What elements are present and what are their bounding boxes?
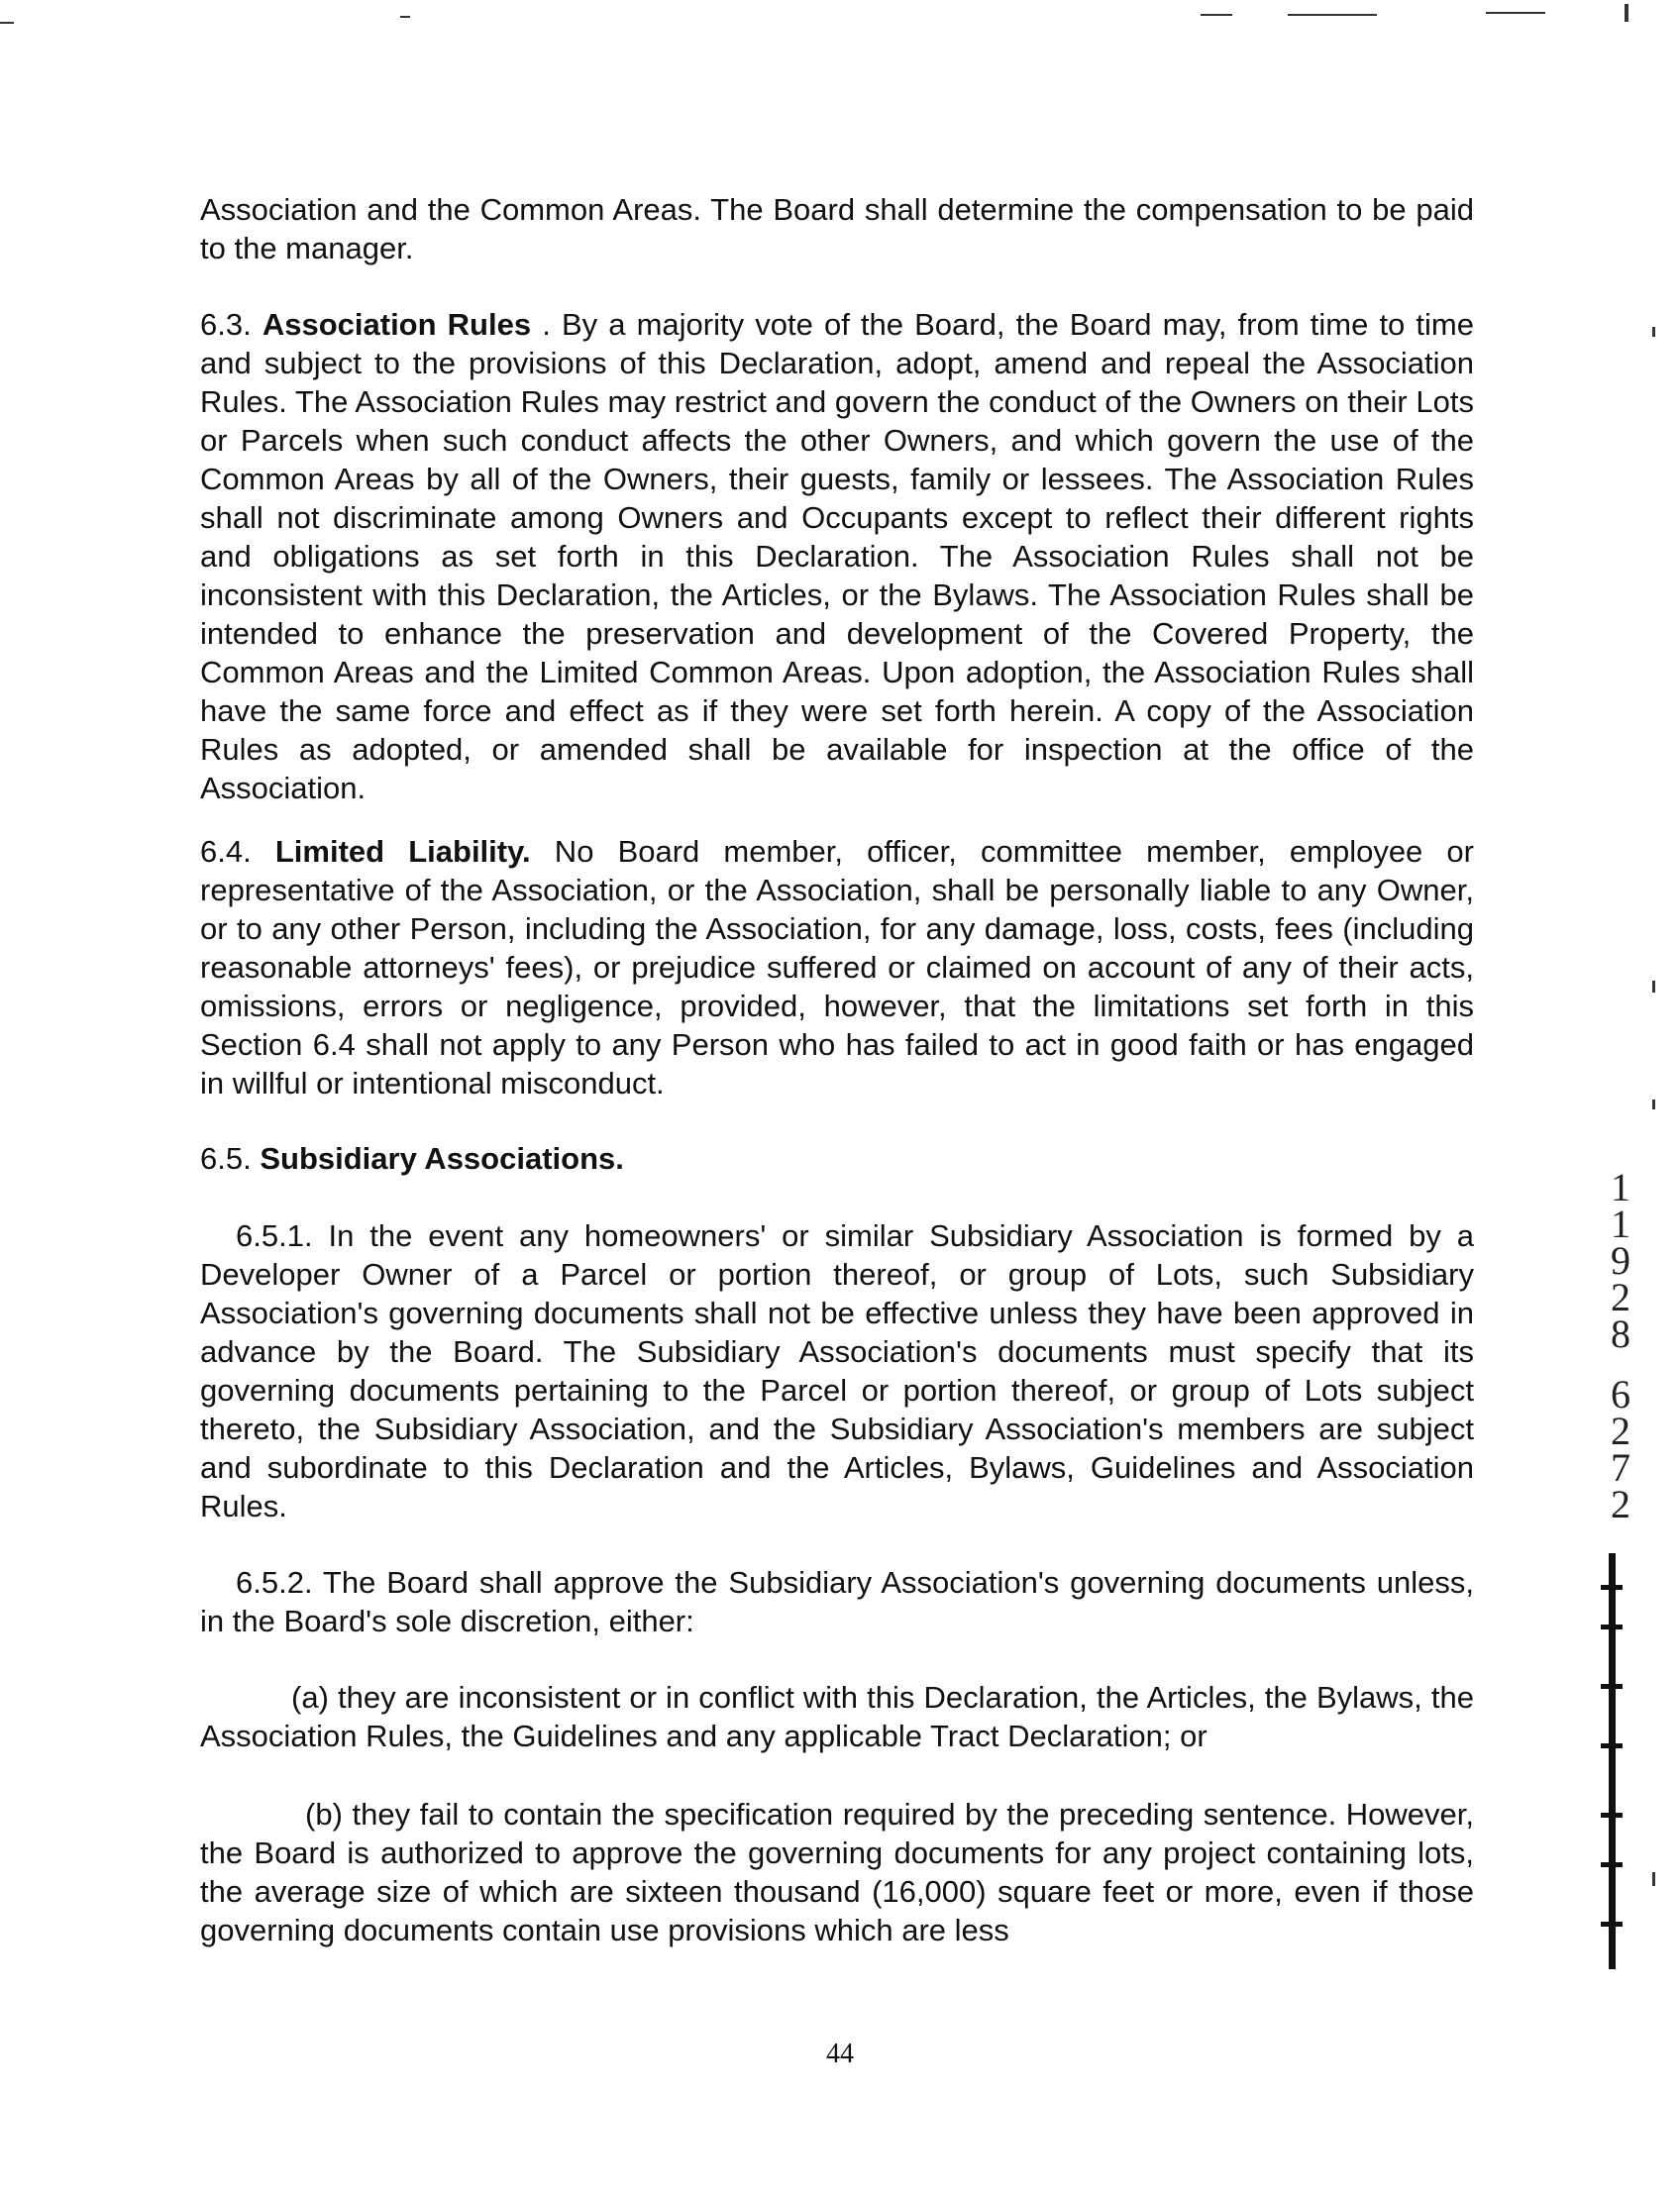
stamp-digit: 1 <box>1611 1165 1630 1209</box>
paragraph-text: (a) they are inconsistent or in conflict with this Declaration, the Articles, the Bylaws, the Association Rules, the Guidelines and any applicable Tract Declaration; or <box>200 1680 1474 1753</box>
clause-b <box>200 1795 1474 1949</box>
barcode-tick <box>1601 1743 1623 1748</box>
clause-a <box>200 1678 1474 1755</box>
section-6-5-2 <box>200 1563 1474 1640</box>
stamp-digit: 1 <box>1611 1202 1630 1246</box>
stamp-digit: 6 <box>1611 1372 1630 1416</box>
page-number: 44 <box>826 2039 854 2069</box>
barcode-tick <box>1601 1813 1623 1818</box>
scan-mark <box>1288 14 1377 16</box>
section-number: 6.5. <box>200 1141 252 1176</box>
barcode-tick <box>1601 1922 1623 1927</box>
scan-mark <box>1652 327 1655 337</box>
stamp-digit: 2 <box>1611 1409 1630 1453</box>
margin-stamp <box>1601 1165 1640 1526</box>
section-6-5 <box>200 1139 1474 1178</box>
scan-mark <box>1201 14 1232 16</box>
paragraph <box>200 1795 1474 1949</box>
barcode-tick <box>1601 1684 1623 1689</box>
section-6-3 <box>200 305 1474 807</box>
barcode-tick <box>1601 1625 1623 1629</box>
paragraph <box>200 1563 1474 1640</box>
scan-mark <box>1652 1100 1655 1109</box>
paragraph-text: 6.5.1. In the event any homeowners' or similar Subsidiary Association is formed by a Developer Owner of a Parcel or portion thereof, or group of Lots, such Subsidiary Association's governing documents shall not be effective unless they have been approved in advance by the Board. The Subsidiary Association's documents must specify that its governing documents pertaining to the Parcel or portion thereof, or group of Lots subject thereto, the Subsidiary Association, and the Subsidiary Association's members are subject and subordinate to this Declaration and the Articles, Bylaws, Guidelines and Association Rules. <box>200 1218 1474 1523</box>
scan-mark <box>1486 12 1545 14</box>
paragraph <box>200 190 1474 267</box>
stamp-digit: 2 <box>1611 1482 1630 1526</box>
section-number: 6.4. <box>200 834 252 869</box>
section-6-5-1 <box>200 1216 1474 1525</box>
barcode-tick <box>1601 1585 1623 1590</box>
paragraph <box>200 832 1474 1102</box>
stamp-digit: 2 <box>1611 1275 1630 1319</box>
paragraph-text: . By a majority vote of the Board, the Board may, from time to time and subject to the provisions of this Declaration, adopt, amend and repeal the Association Rules. The Association Rules may restrict and govern the conduct of the Owners on their Lots or Parcels when such conduct affects the other Owners, and which govern the use of the Common Areas by all of the Owners, their guests, family or lessees. The Association Rules shall not discriminate among Owners and Occupants except to reflect their different rights and obligations as set forth in this Declaration. The Association Rules shall not be inconsistent with this Declaration, the Articles, or the Bylaws. The Association Rules shall be intended to enhance the preservation and development of the Covered Property, the Common Areas and the Limited Common Areas. Upon adoption, the Association Rules shall have the same force and effect as if they were set forth herein. A copy of the Association Rules as adopted, or amended shall be available for inspection at the office of the Association. <box>200 307 1474 805</box>
stamp-digit: 8 <box>1611 1311 1630 1356</box>
stamp-digit: 9 <box>1611 1238 1630 1283</box>
margin-barcode <box>1609 1553 1616 1969</box>
scan-mark <box>0 22 14 24</box>
paragraph <box>200 1678 1474 1755</box>
paragraph-text: Association and the Common Areas. The Board shall determine the compensation to be paid to the manager. <box>200 192 1474 265</box>
stamp-digit: 7 <box>1611 1445 1630 1490</box>
barcode-tick <box>1601 1862 1623 1867</box>
paragraph <box>200 305 1474 807</box>
section-title: Subsidiary Associations. <box>260 1141 624 1176</box>
paragraph-text: No Board member, officer, committee member, employee or representative of the Association, or the Association, shall be personally liable to any Owner, or to any other Person, including the Association, for any damage, loss, costs, fees (including reasonable attorneys' fees), or prejudice suffered or claimed on account of any of their acts, omissions, errors or negligence, provided, however, that the limitations set forth in this Section 6.4 shall not apply to any Person who has failed to act in good faith or has engaged in willful or intentional misconduct. <box>200 834 1474 1101</box>
paragraph <box>200 1139 1474 1178</box>
section-title: Association Rules <box>262 307 532 342</box>
paragraph <box>200 1216 1474 1525</box>
paragraph-text: (b) they fail to contain the specification required by the preceding sentence. However, the Board is authorized to approve the governing documents for any project containing lots, the average size of which are sixteen thousand (16,000) square feet or more, even if those governing documents contain use provisions which are less <box>200 1797 1474 1947</box>
text-block <box>200 190 1474 267</box>
scan-mark <box>1652 1872 1655 1886</box>
scan-mark <box>1652 981 1655 993</box>
scan-mark <box>1625 4 1628 22</box>
paragraph-text: 6.5.2. The Board shall approve the Subsidiary Association's governing documents unless, in the Board's sole discretion, either: <box>200 1565 1474 1638</box>
section-title: Limited Liability. <box>274 834 531 869</box>
section-6-4 <box>200 832 1474 1102</box>
scan-mark <box>400 16 410 18</box>
section-number: 6.3. <box>200 307 252 342</box>
